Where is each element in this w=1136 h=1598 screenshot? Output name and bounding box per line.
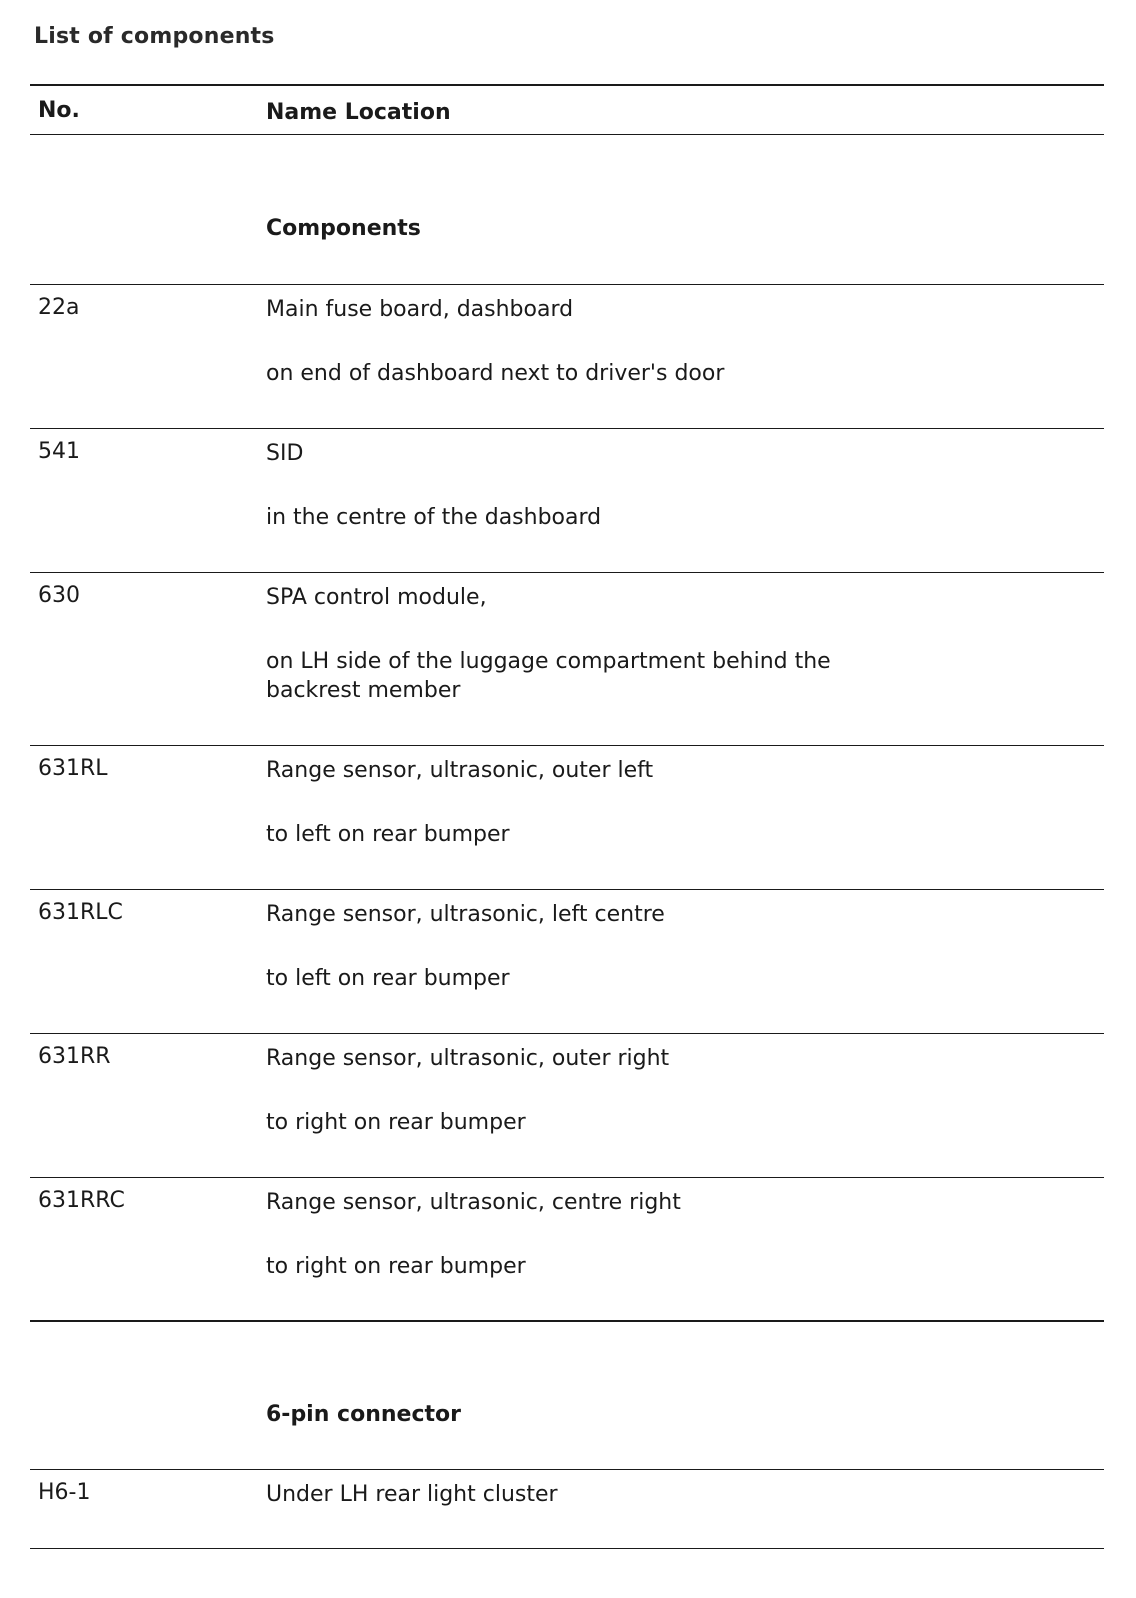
section-end-rule [30, 1320, 1104, 1322]
component-number: 631RLC [38, 900, 123, 925]
component-name: Range sensor, ultrasonic, centre right [266, 1190, 681, 1215]
component-number: 541 [38, 439, 80, 464]
column-header-name-location: Name Location [266, 100, 451, 125]
row-divider [30, 745, 1104, 746]
row-divider [30, 889, 1104, 890]
component-location: to left on rear bumper [266, 822, 510, 847]
connector-location: Under LH rear light cluster [266, 1482, 558, 1507]
row-divider [30, 572, 1104, 573]
page-title: List of components [34, 24, 275, 49]
component-location: in the centre of the dashboard [266, 505, 602, 530]
component-number: 631RRC [38, 1188, 125, 1213]
header-bottom-rule [30, 134, 1104, 135]
row-divider [30, 1177, 1104, 1178]
component-name: Main fuse board, dashboard [266, 297, 574, 322]
component-location: to left on rear bumper [266, 966, 510, 991]
component-number: 631RL [38, 756, 108, 781]
component-location: on LH side of the luggage compartment behind the backrest member [266, 649, 831, 703]
row-divider [30, 284, 1104, 285]
component-number: 22a [38, 295, 80, 320]
row-divider [30, 1033, 1104, 1034]
table-bottom-rule [30, 1548, 1104, 1549]
header-top-rule [30, 84, 1104, 86]
row-divider [30, 428, 1104, 429]
section-heading: 6-pin connector [266, 1402, 461, 1427]
component-location: on end of dashboard next to driver's door [266, 361, 725, 386]
component-name: Range sensor, ultrasonic, outer right [266, 1046, 670, 1071]
component-number: 631RR [38, 1044, 111, 1069]
connector-number: H6-1 [38, 1480, 91, 1505]
component-name: Range sensor, ultrasonic, outer left [266, 758, 654, 783]
row-divider [30, 1469, 1104, 1470]
component-name: SPA control module, [266, 585, 487, 610]
component-location: to right on rear bumper [266, 1254, 526, 1279]
component-name: Range sensor, ultrasonic, left centre [266, 902, 665, 927]
section-heading: Components [266, 216, 421, 241]
column-header-no: No. [38, 98, 80, 123]
component-name: SID [266, 441, 304, 466]
component-number: 630 [38, 583, 80, 608]
component-location: to right on rear bumper [266, 1110, 526, 1135]
